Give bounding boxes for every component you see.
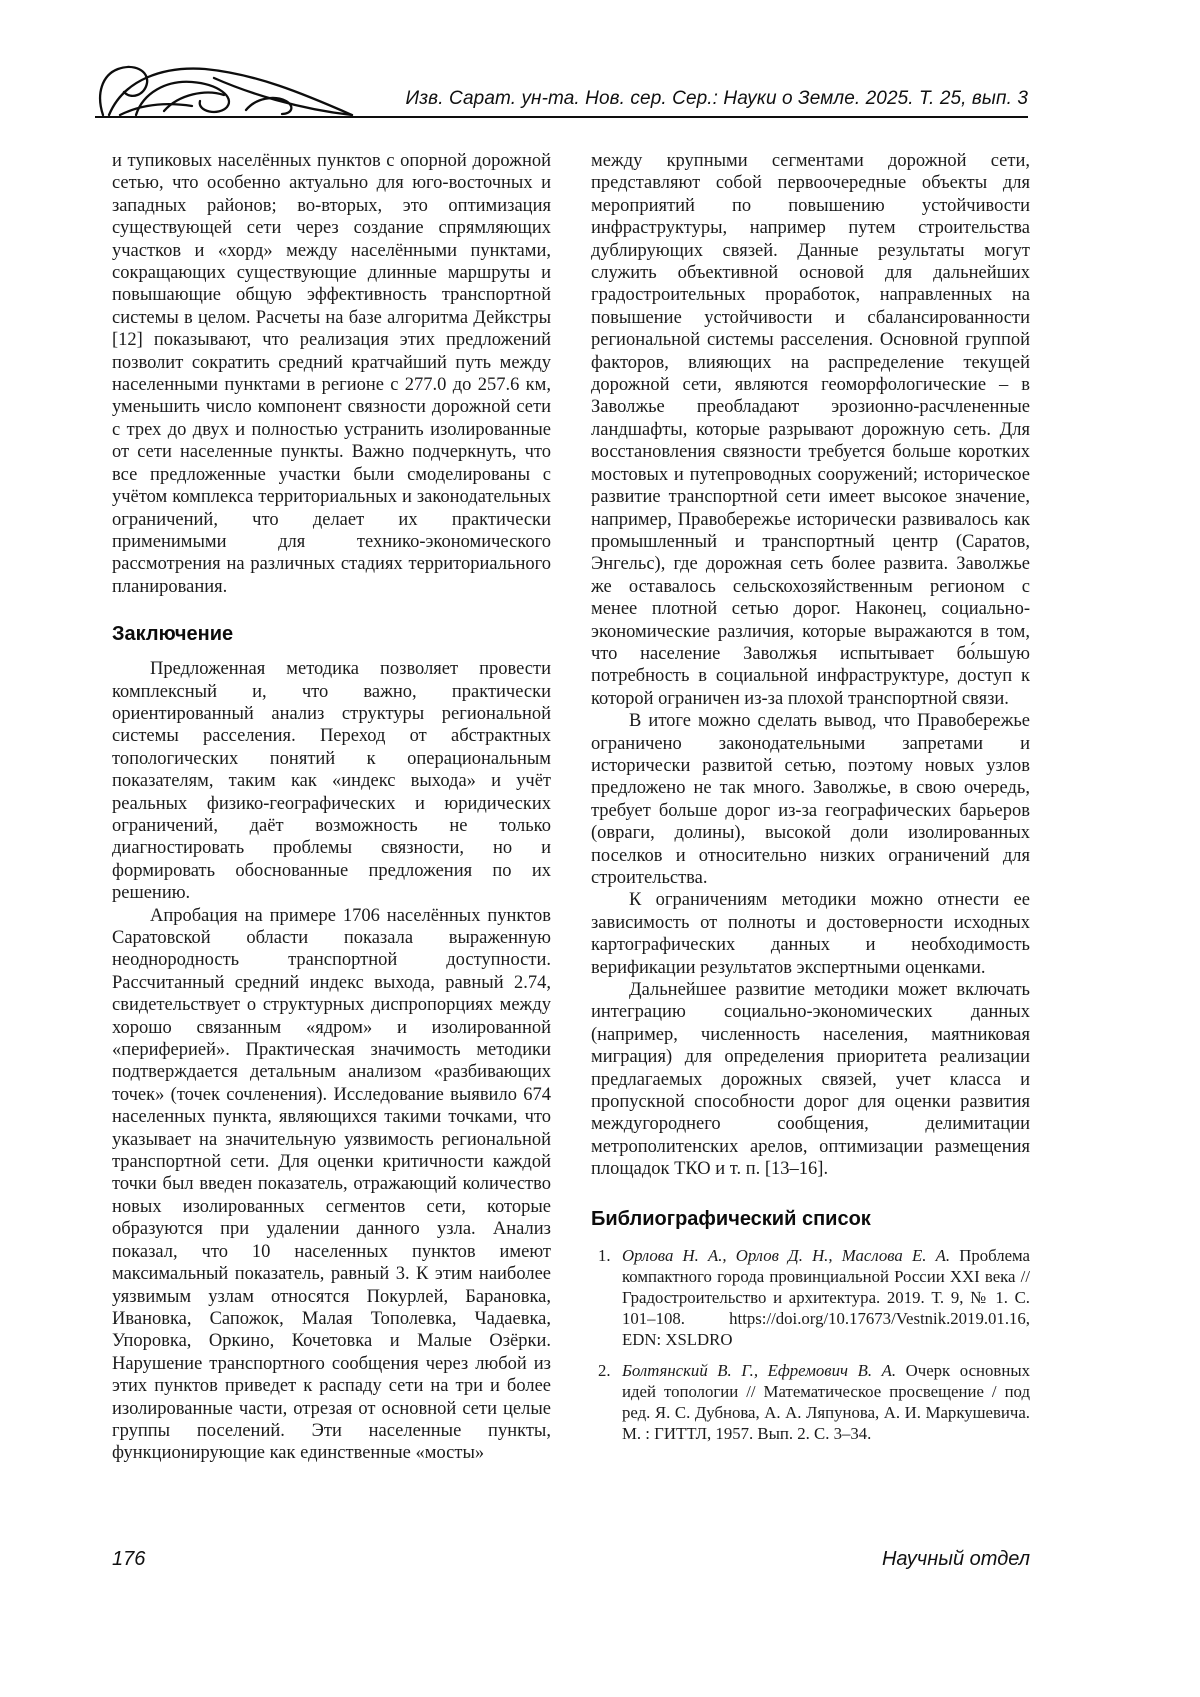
reference-item (591, 1245, 1030, 1350)
left-column (112, 150, 551, 1548)
page-footer (112, 1548, 1030, 1571)
paragraph: Предложенная методика позволяет провести комплексный и, что важно, практически ориентированный анализ структуры региональной системы расселения. Переход от абстрактных топологических понятий к операциональным показателям, таким как «индекс выхода» и учёт реальных физико-географических и юридических ограничений, даёт возможность не только диагностировать проблемы связности, но и формировать обоснованные предложения по их решению. (112, 659, 551, 904)
paragraph: Апробация на примере 1706 населённых пунктов Саратовской области показала выраженную неоднородность транспортной доступности. Рассчитанный средний индекс выхода, равный 2.74, свидетельствует о структурных диспропорциях между хорошо связанным «ядром» и изолированной «периферией». Практическая значимость методики подтверждается детальным анализом «разбивающих точек» (точек сочленения). Исследование выявило 674 населенных пункта, являющихся такими точками, что указывает на значительную уязвимость региональной транспортной сети. Для оценки критичности каждой точки был введен показатель, отражающий количество новых изолированных сегментов сети, которые образуются при удалении данного узла. Анализ показал, что 10 населенных пунктов имеют максимальный показатель, равный 3. К этим наиболее уязвимым узлам относятся Покурлей, Барановка, Ивановка, Сапожок, Малая Тополевка, Чадаевка, Упоровка, Оркино, Кочетовка и Малые Озёрки. Нарушение транспортного сообщения через любой из этих пунктов приведет к распаду сети на три и более изолированные части, отрезая от основной сети целые группы поселений. Эти населенные пункты, функционирующие как единственные «мосты» (112, 905, 551, 1464)
section-label: Научный отдел (881, 1548, 1030, 1570)
paragraph: В итоге можно сделать вывод, что Правобережье ограничено законодательными запретами и исторически развитой сетью, поэтому новых узлов предложено не так много. Заволжье, в свою очередь, требует больше дорог из-за географических барьеров (овраги, долины), высокой доли изолированных поселков и относительно низких ограничений для строительства. (591, 711, 1030, 888)
reference-item (591, 1360, 1030, 1444)
reference-text: Очерк основных идей топологии // Математическое просвещение / под ред. Я. С. Дубнова, А. А. Ляпунова, А. И. Маркушевича. М. : ГИТТЛ, 1957. Вып. 2. С. 3–34. (622, 1360, 1030, 1443)
paragraph: Дальнейшее развитие методики может включать интеграцию социально-экономических данных (например, численность населения, маятниковая миграция) для определения приоритета реализации предлагаемых дорожных связей, учет класса и пропускной способности дорог для оценки развития междугороднего сообщения, делимитации метрополитенских арелов, оптимизации размещения площадок ТКО и т. п. [13–16]. (591, 980, 1030, 1180)
paragraph: между крупными сегментами дорожной сети, представляют собой первоочередные объекты для мероприятий по повышению устойчивости инфраструктуры, например путем строительства дублирующих связей. Данные результаты могут служить объективной основой для дальнейших градостроительных проработок, направленных на повышение устойчивости и сбалансированности региональной системы расселения. Основной группой факторов, влияющих на распределение текущей дорожной сети, являются геоморфологические – в Заволжье преобладают эрозионно-расчлененные ландшафты, которые разрывают дорожную сеть. Для восстановления связности требуется больше коротких мостовых и путепроводных сооружений; историческое развитие транспортной сети имеет высокое значение, например, Правобережье исторически развивалось как промышленный и транспортный центр (Саратов, Энгельс), где дорожная сеть более развита. Заволжье же оставалось сельскохозяйственным регионом с менее плотной сетью дорог. Наконец, социально-экономические различия, которые выражаются в том, что население Заволжья испытывает бо́льшую потребность в социальной инфраструктуре, доступ к которой ограничен из-за плохой транспортной связи. (591, 151, 1030, 709)
paragraph: К ограничениям методики можно отнести ее зависимость от полноты и достоверности исходных картографических данных и необходимость верификации результатов экспертными оценками. (591, 890, 1030, 978)
article-body (112, 150, 1030, 1548)
conclusion-heading: Заключение (112, 623, 234, 646)
bibliography-heading: Библиографический список (591, 1207, 871, 1230)
reference-authors: Орлова Н. А., Орлов Д. Н., Маслова Е. А. (622, 1245, 951, 1265)
header-rule (95, 116, 1028, 118)
reference-number: 1. (598, 1245, 611, 1265)
journal-header-line: Изв. Сарат. ун-та. Нов. сер. Сер.: Науки о Земле. 2025. Т. 25, вып. 3 (405, 88, 1028, 109)
reference-number: 2. (598, 1360, 611, 1380)
page-number: 176 (112, 1548, 146, 1570)
reference-list (591, 1245, 1030, 1444)
right-column (591, 150, 1030, 1548)
reference-authors: Болтянский В. Г., Ефремович В. А. (622, 1360, 897, 1380)
reference-text: Проблема компактного города провинциальной России XXI века // Градостроительство и архитектура. 2019. Т. 9, № 1. С. 101–108. https://doi.org/10.17673/Vestnik.2019.01.16, EDN: XSLDRO (622, 1245, 1030, 1349)
paragraph: и тупиковых населённых пунктов с опорной дорожной сетью, что особенно актуально для юго-восточных и западных районов; во-вторых, это оптимизация существующей сети через создание спрямляющих участков и «хорд» между населёнными пунктами, сокращающих существующие длинные маршруты и повышающие общую эффективность транспортной системы в целом. Расчеты на базе алгоритма Дейкстры [12] показывают, что реализация этих предложений позволит сократить средний кратчайший путь между населенными пунктами в регионе с 277.0 до 257.6 км, уменьшить число компонент связности дорожной сети с трех до двух и полностью устранить изолированные от сети населенные пункты. Важно подчеркнуть, что все предложенные участки были смоделированы с учётом комплекса территориальных и законодательных ограничений, что делает их практически применимыми для технико-экономического рассмотрения на различных стадиях территориального планирования. (112, 151, 551, 597)
